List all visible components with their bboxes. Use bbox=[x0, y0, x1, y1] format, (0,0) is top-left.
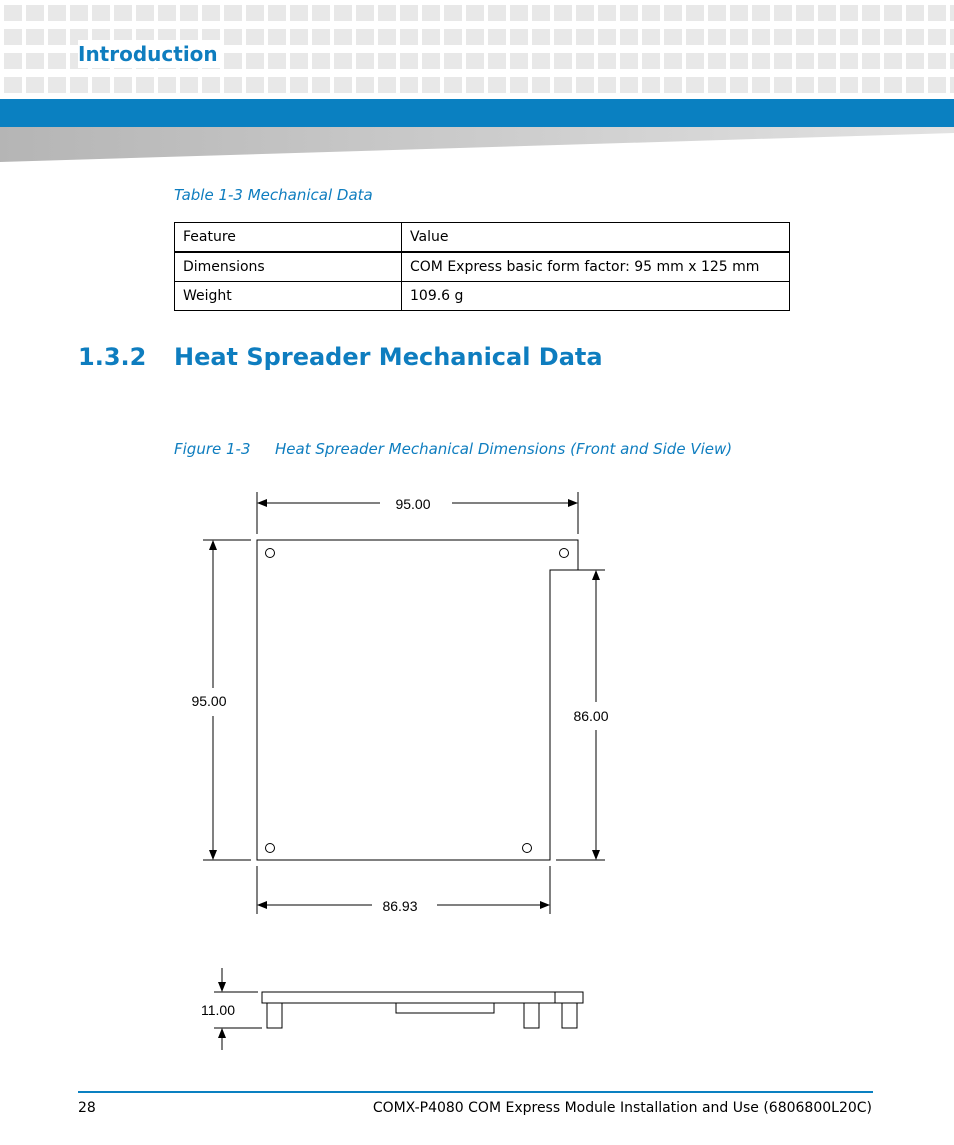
header-gray-wedge bbox=[0, 127, 954, 165]
header-grid-square bbox=[48, 53, 66, 69]
header-grid-square bbox=[70, 5, 88, 21]
header-grid-square bbox=[708, 77, 726, 93]
table-caption: Table 1-3 Mechanical Data bbox=[174, 186, 373, 204]
header-grid-square bbox=[4, 5, 22, 21]
header-grid-square bbox=[774, 53, 792, 69]
dimension-label-bottom: 86.93 bbox=[382, 898, 418, 914]
page-number: 28 bbox=[78, 1100, 96, 1116]
header-grid-square bbox=[686, 53, 704, 69]
header-grid-square bbox=[26, 53, 44, 69]
section-header-title: Introduction bbox=[78, 40, 224, 68]
header-grid-square bbox=[950, 5, 954, 21]
header-grid-square bbox=[92, 5, 110, 21]
header-grid-square bbox=[554, 29, 572, 45]
header-grid-square bbox=[730, 53, 748, 69]
header-grid-square bbox=[708, 5, 726, 21]
header-grid-square bbox=[48, 29, 66, 45]
side-view-connector bbox=[396, 1003, 494, 1013]
header-grid-square bbox=[818, 5, 836, 21]
header-grid-square bbox=[664, 53, 682, 69]
header-grid-square bbox=[70, 77, 88, 93]
column-header: Feature bbox=[175, 223, 402, 253]
header-grid-square bbox=[862, 53, 880, 69]
side-view-standoff bbox=[562, 1003, 577, 1028]
header-grid-square bbox=[840, 53, 858, 69]
header-grid-square bbox=[312, 29, 330, 45]
header-grid-square bbox=[686, 29, 704, 45]
header-grid-square bbox=[268, 53, 286, 69]
header-grid-square bbox=[180, 5, 198, 21]
figure-title: Heat Spreader Mechanical Dimensions (Front and Side View) bbox=[275, 440, 733, 458]
header-grid-square bbox=[928, 53, 946, 69]
header-grid-square bbox=[884, 77, 902, 93]
header-grid-square bbox=[642, 5, 660, 21]
header-grid-square bbox=[752, 5, 770, 21]
header-grid-square bbox=[466, 29, 484, 45]
header-grid-square bbox=[928, 5, 946, 21]
side-view-plate-tab bbox=[555, 992, 583, 1003]
header-grid-square bbox=[752, 29, 770, 45]
table-cell: Weight bbox=[175, 282, 402, 311]
header-grid-square bbox=[378, 5, 396, 21]
header-grid-square bbox=[4, 29, 22, 45]
header-grid-square bbox=[466, 53, 484, 69]
header-grid-square bbox=[224, 29, 242, 45]
header-grid-square bbox=[642, 29, 660, 45]
header-grid-square bbox=[510, 29, 528, 45]
front-view-outline bbox=[257, 540, 578, 860]
header-grid-square bbox=[26, 77, 44, 93]
section-number: 1.3.2 bbox=[78, 343, 147, 371]
side-view-plate bbox=[262, 992, 555, 1003]
header-grid-square bbox=[818, 29, 836, 45]
table-cell: 109.6 g bbox=[402, 282, 790, 311]
footer-divider bbox=[78, 1091, 873, 1093]
header-grid-square bbox=[466, 77, 484, 93]
mounting-hole bbox=[266, 844, 275, 853]
header-grid-square bbox=[774, 77, 792, 93]
table-header-row bbox=[175, 223, 790, 253]
header-grid-square bbox=[202, 77, 220, 93]
header-grid-square bbox=[290, 5, 308, 21]
header-grid-square bbox=[268, 77, 286, 93]
header-grid-square bbox=[708, 53, 726, 69]
section-title: Heat Spreader Mechanical Data bbox=[174, 343, 603, 371]
header-grid-square bbox=[224, 53, 242, 69]
header-grid-square bbox=[906, 5, 924, 21]
header-grid-square bbox=[796, 29, 814, 45]
header-grid-square bbox=[378, 77, 396, 93]
header-grid-square bbox=[664, 29, 682, 45]
header-grid-square bbox=[554, 53, 572, 69]
table-cell: COM Express basic form factor: 95 mm x 125 mm bbox=[402, 252, 790, 282]
header-grid-square bbox=[26, 29, 44, 45]
header-grid-square bbox=[246, 53, 264, 69]
header-grid-square bbox=[884, 5, 902, 21]
header-grid-square bbox=[444, 53, 462, 69]
header-grid-square bbox=[840, 5, 858, 21]
header-grid-square bbox=[422, 29, 440, 45]
header-grid-square bbox=[312, 5, 330, 21]
header-grid-square bbox=[246, 77, 264, 93]
header-grid-square bbox=[752, 77, 770, 93]
header-grid-square bbox=[576, 5, 594, 21]
header-grid-square bbox=[664, 5, 682, 21]
header-grid-square bbox=[620, 5, 638, 21]
header-grid-square bbox=[444, 5, 462, 21]
header-grid-square bbox=[818, 77, 836, 93]
header-grid-square bbox=[620, 29, 638, 45]
header-grid-square bbox=[488, 77, 506, 93]
header-grid-square bbox=[334, 77, 352, 93]
header-grid-square bbox=[950, 77, 954, 93]
side-view-standoff bbox=[524, 1003, 539, 1028]
header-grid-square bbox=[928, 77, 946, 93]
header-grid-square bbox=[796, 5, 814, 21]
header-grid-square bbox=[444, 29, 462, 45]
table-row bbox=[175, 252, 790, 282]
header-grid-square bbox=[796, 53, 814, 69]
header-grid-square bbox=[928, 29, 946, 45]
header-grid-square bbox=[246, 5, 264, 21]
header-grid-square bbox=[268, 29, 286, 45]
header-grid-square bbox=[686, 77, 704, 93]
header-grid-square bbox=[246, 29, 264, 45]
header-grid-square bbox=[114, 5, 132, 21]
header-grid-square bbox=[334, 29, 352, 45]
header-grid-square bbox=[400, 29, 418, 45]
header-grid-square bbox=[158, 5, 176, 21]
header-grid-square bbox=[48, 77, 66, 93]
header-grid-square bbox=[488, 29, 506, 45]
header-grid-square bbox=[708, 29, 726, 45]
header-grid-square bbox=[4, 53, 22, 69]
header-grid-square bbox=[290, 29, 308, 45]
header-grid-square bbox=[510, 5, 528, 21]
header-grid-square bbox=[730, 5, 748, 21]
heat-spreader-drawing bbox=[0, 470, 954, 1070]
header-grid-square bbox=[224, 77, 242, 93]
header-grid-square bbox=[136, 77, 154, 93]
header-grid-square bbox=[356, 53, 374, 69]
document-title: COMX-P4080 COM Express Module Installation and Use (6806800L20C) bbox=[372, 1100, 872, 1116]
header-grid-square bbox=[48, 5, 66, 21]
header-grid-square bbox=[510, 53, 528, 69]
header-grid-square bbox=[730, 77, 748, 93]
header-grid-square bbox=[554, 5, 572, 21]
header-grid-square bbox=[752, 53, 770, 69]
dimension-label-right: 86.00 bbox=[573, 708, 609, 724]
header-grid-square bbox=[664, 77, 682, 93]
header-grid-square bbox=[598, 29, 616, 45]
header-grid-square bbox=[422, 5, 440, 21]
header-grid-square bbox=[488, 5, 506, 21]
header-grid-square bbox=[312, 53, 330, 69]
header-grid-square bbox=[532, 77, 550, 93]
header-grid-square bbox=[576, 77, 594, 93]
header-grid-square bbox=[400, 77, 418, 93]
header-grid-square bbox=[532, 53, 550, 69]
header-grid-square bbox=[686, 5, 704, 21]
header-grid-square bbox=[554, 77, 572, 93]
header-grid-square bbox=[400, 53, 418, 69]
header-grid-square bbox=[884, 29, 902, 45]
header-grid-square bbox=[136, 5, 154, 21]
header-grid-square bbox=[774, 29, 792, 45]
header-grid-square bbox=[444, 77, 462, 93]
mechanical-data-table bbox=[174, 222, 790, 311]
header-grid-square bbox=[422, 77, 440, 93]
header-grid-square bbox=[906, 77, 924, 93]
dimension-label-top: 95.00 bbox=[395, 496, 431, 512]
header-grid-square bbox=[510, 77, 528, 93]
header-grid-square bbox=[532, 29, 550, 45]
figure-caption bbox=[174, 440, 733, 458]
header-grid-square bbox=[356, 77, 374, 93]
header-blue-bar bbox=[0, 99, 954, 127]
header-grid-square bbox=[180, 77, 198, 93]
mounting-hole bbox=[523, 844, 532, 853]
header-grid-square bbox=[290, 53, 308, 69]
header-grid-square bbox=[158, 77, 176, 93]
header-grid-square bbox=[730, 29, 748, 45]
header-grid-square bbox=[334, 5, 352, 21]
header-grid-square bbox=[290, 77, 308, 93]
table-row bbox=[175, 282, 790, 311]
header-grid-square bbox=[422, 53, 440, 69]
header-grid-square bbox=[532, 5, 550, 21]
dimension-label-side: 11.00 bbox=[201, 1002, 235, 1018]
header-grid-square bbox=[620, 53, 638, 69]
header-grid-square bbox=[114, 77, 132, 93]
header-grid-square bbox=[642, 53, 660, 69]
header-grid-square bbox=[26, 5, 44, 21]
header-grid-square bbox=[642, 77, 660, 93]
table-cell: Dimensions bbox=[175, 252, 402, 282]
header-grid-square bbox=[312, 77, 330, 93]
header-grid-square bbox=[202, 5, 220, 21]
header-grid-square bbox=[224, 5, 242, 21]
header-grid-square bbox=[906, 29, 924, 45]
header-grid-square bbox=[598, 77, 616, 93]
header-grid-square bbox=[774, 5, 792, 21]
header-grid-square bbox=[334, 53, 352, 69]
header-grid-square bbox=[840, 29, 858, 45]
header-grid-square bbox=[466, 5, 484, 21]
header-grid-square bbox=[356, 5, 374, 21]
header-grid-square bbox=[400, 5, 418, 21]
header-grid-square bbox=[488, 53, 506, 69]
figure-label: Figure 1-3 bbox=[174, 440, 251, 458]
column-header: Value bbox=[402, 223, 790, 253]
header-grid-square bbox=[576, 29, 594, 45]
side-view-standoff bbox=[267, 1003, 282, 1028]
header-grid-square bbox=[378, 53, 396, 69]
header-grid-square bbox=[598, 53, 616, 69]
header-grid-square bbox=[796, 77, 814, 93]
header-grid-square bbox=[840, 77, 858, 93]
header-grid-square bbox=[862, 29, 880, 45]
header-grid-square bbox=[950, 29, 954, 45]
header-grid-square bbox=[378, 29, 396, 45]
header-grid-square bbox=[4, 77, 22, 93]
dimension-label-left: 95.00 bbox=[191, 693, 227, 709]
header-grid-square bbox=[950, 53, 954, 69]
header-grid-square bbox=[576, 53, 594, 69]
header-grid-square bbox=[356, 29, 374, 45]
header-grid-square bbox=[862, 5, 880, 21]
header-grid-square bbox=[818, 53, 836, 69]
header-grid-square bbox=[620, 77, 638, 93]
header-grid-square bbox=[906, 53, 924, 69]
header-grid-square bbox=[268, 5, 286, 21]
header-grid-square bbox=[92, 77, 110, 93]
header-grid-square bbox=[884, 53, 902, 69]
header-grid-square bbox=[598, 5, 616, 21]
mounting-hole bbox=[560, 549, 569, 558]
mounting-hole bbox=[266, 549, 275, 558]
header-grid-square bbox=[862, 77, 880, 93]
